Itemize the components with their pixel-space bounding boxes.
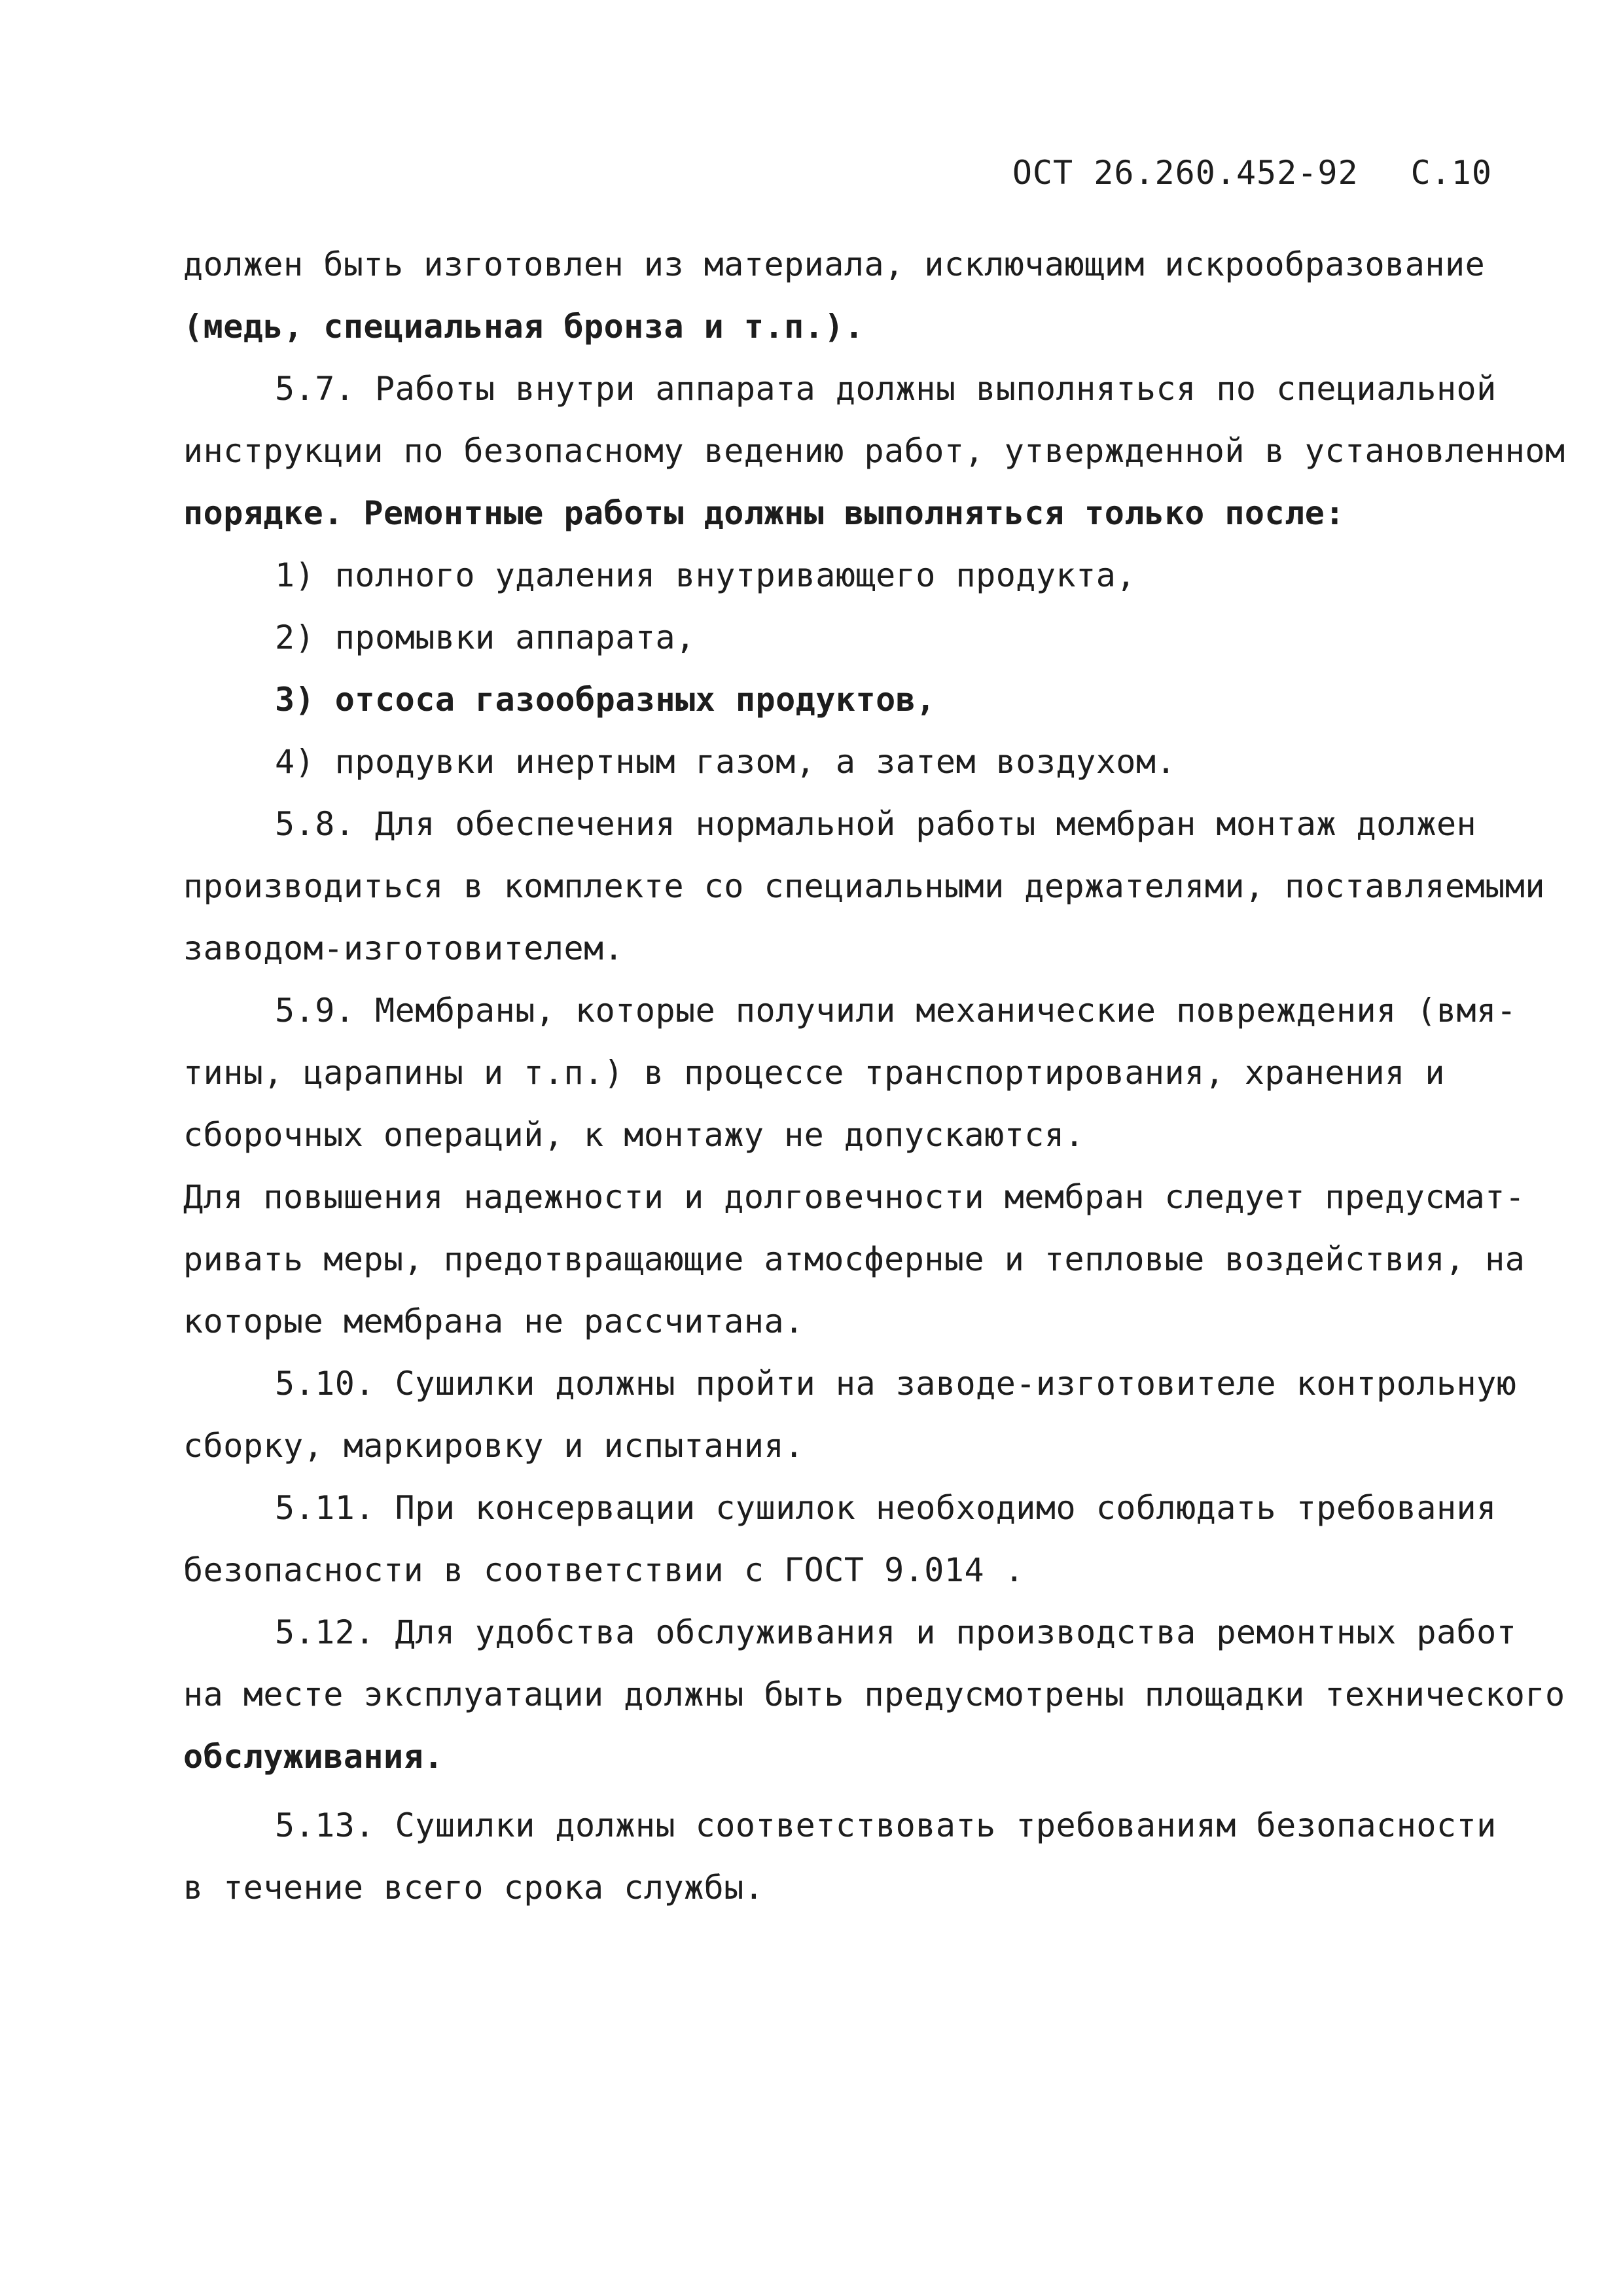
text-line: безопасности в соответствии с ГОСТ 9.014 . [183,1551,1025,1589]
text-line: сборочных операций, к монтажу не допускаются. [183,1116,1085,1154]
text-line: сборку, маркировку и испытания. [183,1427,804,1465]
list-item: 1) полного удаления внутривающего продукта, [275,556,1136,594]
text-line: производиться в комплекте со специальными держателями, поставляемыми [183,867,1545,905]
standard-number: ОСТ 26.260.452-92 [1012,154,1359,192]
section-5-9: 5.9. Мембраны, которые получили механические повреждения (вмя- [275,992,1517,1030]
section-5-12: 5.12. Для удобства обслуживания и производства ремонтных работ [275,1613,1517,1651]
text-line: на месте эксплуатации должны быть предусмотрены площадки технического [183,1676,1565,1713]
section-5-13: 5.13. Сушилки должны соответствовать требованиям безопасности [275,1806,1497,1844]
list-item: 3) отсоса газообразных продуктов, [275,681,936,719]
section-5-10: 5.10. Сушилки должны пройти на заводе-изготовителе контрольную [275,1365,1517,1403]
section-5-11: 5.11. При консервации сушилок необходимо соблюдать требования [275,1489,1497,1527]
section-5-7: 5.7. Работы внутри аппарата должны выполняться по специальной [275,370,1497,408]
text-line: ривать меры, предотвращающие атмосферные и тепловые воздействия, на [183,1240,1525,1278]
list-item: 4) продувки инертным газом, а затем воздухом. [275,743,1177,781]
section-5-8: 5.8. Для обеспечения нормальной работы мембран монтаж должен [275,805,1477,843]
text-line: порядке. Ремонтные работы должны выполняться только после: [183,494,1345,532]
text-line: (медь, специальная бронза и т.п.). [183,308,865,346]
text-line: тины, царапины и т.п.) в процессе транспортирования, хранения и [183,1054,1445,1092]
page-header [1012,154,1492,192]
text-line: которые мембрана не рассчитана. [183,1302,804,1340]
text-line: инструкции по безопасному ведению работ, утвержденной в установленном [183,432,1565,470]
text-line: должен быть изготовлен из материала, исключающим искрообразование [183,245,1486,283]
page-number: С.10 [1410,154,1492,192]
list-item: 2) промывки аппарата, [275,619,696,656]
text-line: Для повышения надежности и долговечности мембран следует предусмат- [183,1178,1525,1216]
text-line: обслуживания. [183,1738,444,1776]
text-line: в течение всего срока службы. [183,1869,764,1907]
text-line: заводом-изготовителем. [183,929,624,967]
